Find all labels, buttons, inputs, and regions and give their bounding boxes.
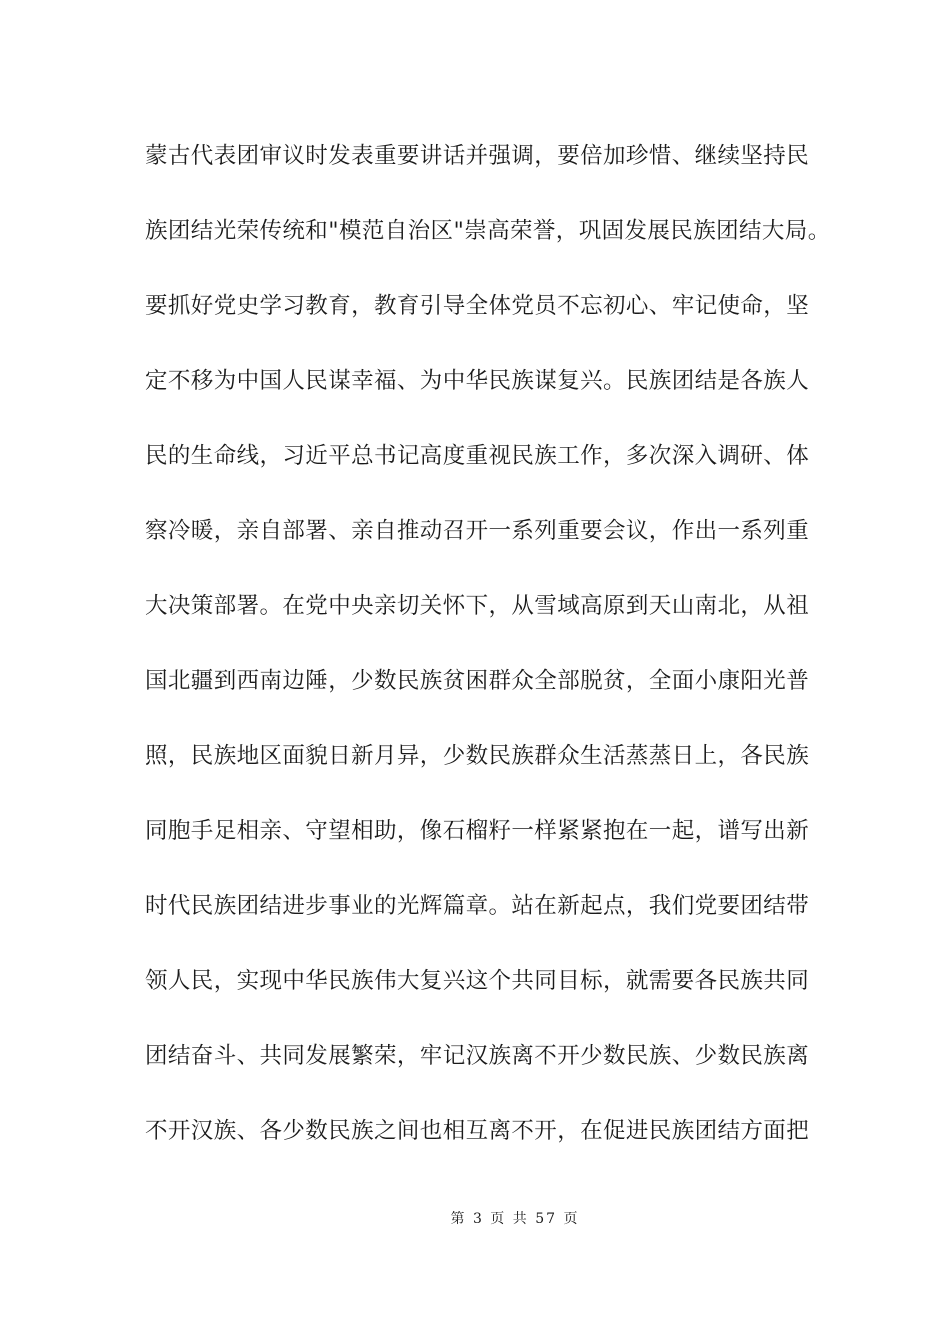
text-line: 国北疆到西南边陲，少数民族贫困群众全部脱贫，全面小康阳光普 bbox=[145, 668, 810, 694]
text-line: 照，民族地区面貌日新月异，少数民族群众生活蒸蒸日上，各民族 bbox=[145, 743, 810, 769]
text-line: 领人民，实现中华民族伟大复兴这个共同目标，就需要各民族共同 bbox=[145, 968, 810, 994]
text-line: 民的生命线，习近平总书记高度重视民族工作，多次深入调研、体 bbox=[145, 443, 810, 469]
text-line: 时代民族团结进步事业的光辉篇章。站在新起点，我们党要团结带 bbox=[145, 893, 810, 919]
page-number-footer: 第 3 页 共 57 页 bbox=[450, 1211, 580, 1227]
text-line: 族团结光荣传统和"模范自治区"崇高荣誉，巩固发展民族团结大局。 bbox=[145, 218, 831, 244]
text-line: 察冷暖，亲自部署、亲自推动召开一系列重要会议，作出一系列重 bbox=[145, 518, 810, 544]
text-line: 大决策部署。在党中央亲切关怀下，从雪域高原到天山南北，从祖 bbox=[145, 593, 810, 619]
text-line: 不开汉族、各少数民族之间也相互离不开，在促进民族团结方面把 bbox=[145, 1118, 810, 1144]
text-line: 团结奋斗、共同发展繁荣，牢记汉族离不开少数民族、少数民族离 bbox=[145, 1043, 810, 1069]
text-line: 要抓好党史学习教育，教育引导全体党员不忘初心、牢记使命，坚 bbox=[145, 293, 810, 319]
text-line: 同胞手足相亲、守望相助，像石榴籽一样紧紧抱在一起，谱写出新 bbox=[145, 818, 810, 844]
text-line: 蒙古代表团审议时发表重要讲话并强调，要倍加珍惜、继续坚持民 bbox=[145, 143, 810, 169]
document-body bbox=[145, 138, 835, 1188]
text-line: 定不移为中国人民谋幸福、为中华民族谋复兴。民族团结是各族人 bbox=[145, 368, 810, 394]
